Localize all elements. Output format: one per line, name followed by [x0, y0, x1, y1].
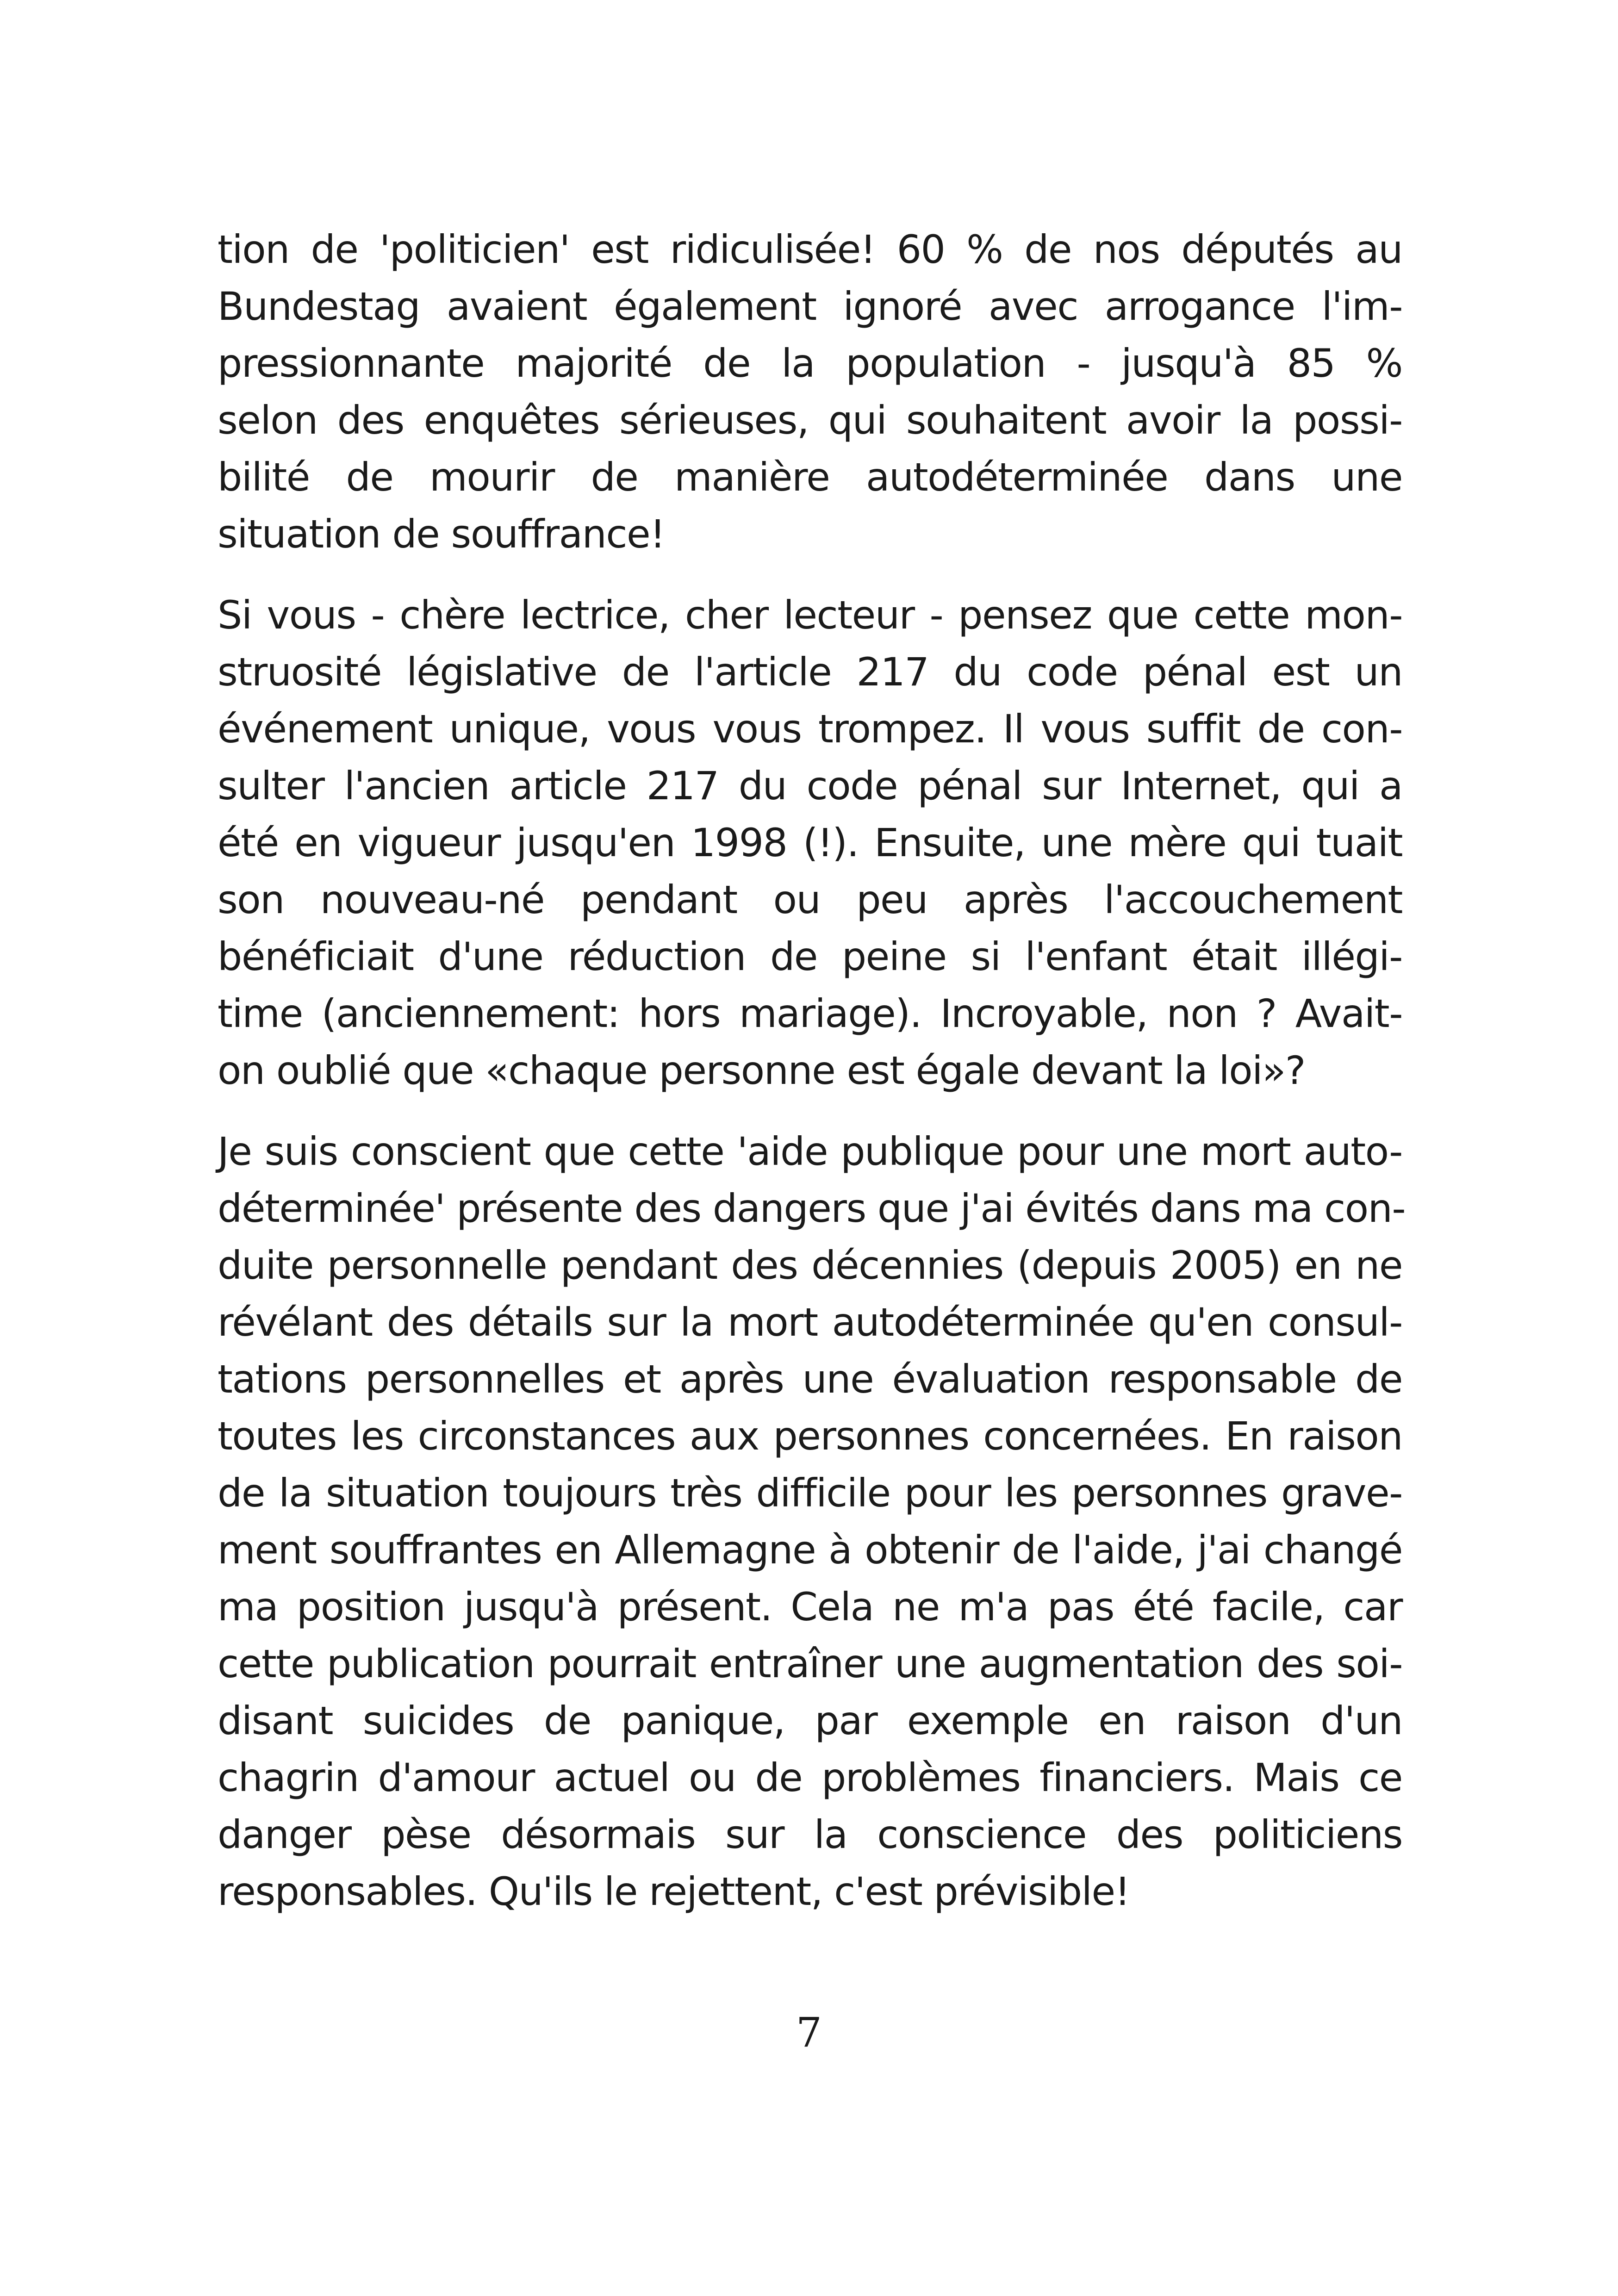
text-line: été en vigueur jusqu'en 1998 (!). Ensuite, une mère qui tuait [218, 820, 1402, 865]
paragraph-1 [218, 221, 1402, 563]
text-line: selon des enquêtes sérieuses, qui souhaitent avoir la possi- [218, 398, 1402, 443]
text-line: cette publication pourrait entraîner une augmentation des soi- [218, 1641, 1402, 1686]
paragraph-spacer [218, 563, 1402, 587]
text-line: de la situation toujours très difficile pour les personnes grave- [218, 1470, 1402, 1516]
text-line: time (anciennement: hors mariage). Incroyable, non ? Avait- [218, 991, 1402, 1036]
text-line: struosité législative de l'article 217 du code pénal est un [218, 649, 1402, 695]
text-line: chagrin d'amour actuel ou de problèmes financiers. Mais ce [218, 1755, 1402, 1800]
text-line: son nouveau-né pendant ou peu après l'accouchement [218, 877, 1402, 922]
text-line: bénéficiait d'une réduction de peine si l'enfant était illégi- [218, 934, 1402, 979]
text-line: événement unique, vous vous trompez. Il vous suffit de con- [218, 706, 1402, 752]
paragraph-3 [218, 1123, 1406, 1920]
text-line: situation de souffrance! [218, 511, 665, 557]
paragraph-spacer [218, 1099, 1402, 1123]
text-line: tations personnelles et après une évaluation responsable de [218, 1356, 1402, 1402]
text-line: pressionnante majorité de la population - jusqu'à 85 % [218, 341, 1402, 386]
text-line: déterminée' présente des dangers que j'ai évités dans ma con- [218, 1186, 1406, 1231]
text-line: Je suis conscient que cette 'aide publique pour une mort auto- [218, 1129, 1402, 1174]
text-line: révélant des détails sur la mort autodéterminée qu'en consul- [218, 1300, 1402, 1345]
text-line: Bundestag avaient également ignoré avec arrogance l'im- [218, 284, 1402, 329]
text-line: duite personnelle pendant des décennies (depuis 2005) en ne [218, 1243, 1402, 1288]
text-line: Si vous - chère lectrice, cher lecteur - pensez que cette mon- [218, 592, 1402, 638]
text-line: ma position jusqu'à présent. Cela ne m'a pas été facile, car [218, 1584, 1402, 1630]
text-line: responsables. Qu'ils le rejettent, c'est prévisible! [218, 1869, 1130, 1914]
paragraph-2 [218, 587, 1402, 1099]
text-line: tion de 'politicien' est ridiculisée! 60 % de nos députés au [218, 227, 1402, 272]
text-line: sulter l'ancien article 217 du code pénal sur Internet, qui a [218, 763, 1402, 809]
text-line: ment souffrantes en Allemagne à obtenir de l'aide, j'ai changé [218, 1527, 1402, 1573]
text-line: disant suicides de panique, par exemple en raison d'un [218, 1698, 1402, 1743]
text-line: bilité de mourir de manière autodéterminée dans une [218, 454, 1402, 500]
text-line: toutes les circonstances aux personnes concernées. En raison [218, 1413, 1402, 1459]
page-number: 7 [796, 2009, 822, 2056]
body-text [218, 221, 1406, 1920]
text-line: danger pèse désormais sur la conscience des politiciens [218, 1812, 1402, 1857]
text-line: on oublié que «chaque personne est égale devant la loi»? [218, 1048, 1305, 1093]
